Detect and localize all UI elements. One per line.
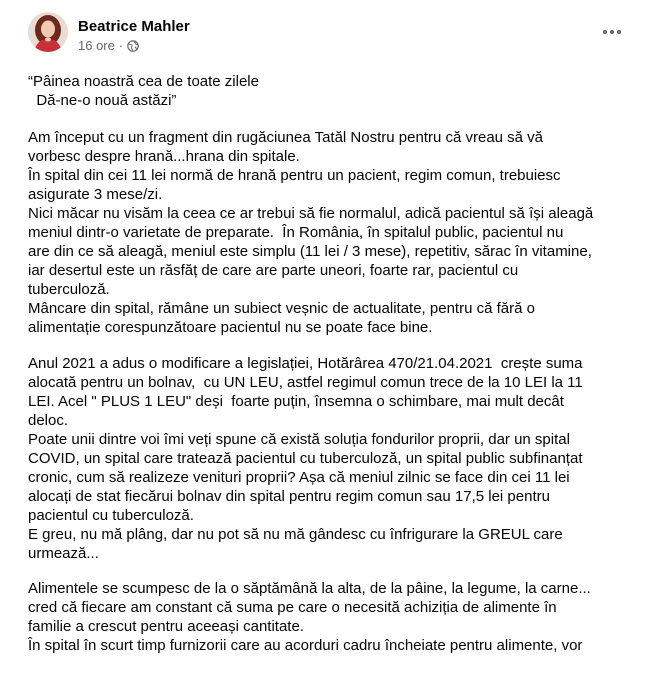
- meta-separator: ·: [118, 38, 124, 53]
- author-name[interactable]: Beatrice Mahler: [78, 18, 190, 35]
- post-header: [0, 12, 660, 56]
- author-block: [78, 12, 190, 54]
- avatar[interactable]: [28, 12, 68, 52]
- more-options-button[interactable]: [594, 18, 630, 46]
- post-paragraph-3: Alimentele se scumpesc de la o săptămână la alta, de la pâine, la legume, la carne... cred că fiecare am constant că suma pe care o necesită achiziția de alimente în familie a crescut pentru aceeași cantitate. În spital în scurt timp furnizorii care au acorduri cadru încheiate pentru alimente, vor: [28, 580, 591, 654]
- post-paragraph-2: Anul 2021 a adus o modificare a legislației, Hotărârea 470/21.04.2021 crește suma alocată pentru un bolnav, cu UN LEU, astfel regimul comun trece de la 10 LEI la 11 LEI. Acel " PLUS 1 LEU" deși foarte puțin, însemna o schimbare, mai mult decât deloc. Poate unii dintre voi îmi veți spune că există soluția fondurilor proprii, dar un spital COVID, un spital care tratează pacientul cu tuberculoză, un spital public subfinanțat cronic, cum să realizeze venituri proprii? Așa că meniul zilnic se face din cei 11 lei alocați de stat fiecărui bolnav din spital pentru regim comun sau 17,5 lei pentru pacientul cu tuberculoză. E greu, nu mă plâng, dar nu pot să nu mă gândesc cu înfrigurare la GREUL care urmează...: [28, 355, 583, 562]
- post-quote: “Pâinea noastră cea de toate zilele Dă-ne-o nouă astăzi”: [28, 73, 259, 109]
- post-timestamp[interactable]: 16 ore: [78, 38, 115, 53]
- more-options-icon: [602, 29, 622, 35]
- post-meta: [78, 38, 190, 54]
- avatar-image: [28, 12, 68, 52]
- post-paragraph-1: Am început cu un fragment din rugăciunea Tatăl Nostru pentru că vreau să vă vorbesc despre hrană...hrana din spitale. În spital din cei 11 lei normă de hrană pentru un pacient, regim comun, trebuiesc asigurate 3 mese/zi. Nici măcar nu visăm la ceea ce ar trebui să fie normalul, adică pacientul să își aleagă meniul dintr-o varietate de preparate. În România, în spitalul public, pacientul nu are din ce să aleagă, meniul este simplu (11 lei / 3 mese), repetitiv, sărac în vitamine, iar desertul este un răsfăț de care are parte uneori, foarte rar, pacientul cu tuberculoză. Mâncare din spital, rămâne un subiect veșnic de actualitate, pentru că fără o alimentație corespunzătoare pacientul nu se poate face bine.: [28, 129, 594, 336]
- post-content: [0, 60, 660, 655]
- globe-icon[interactable]: [127, 40, 139, 52]
